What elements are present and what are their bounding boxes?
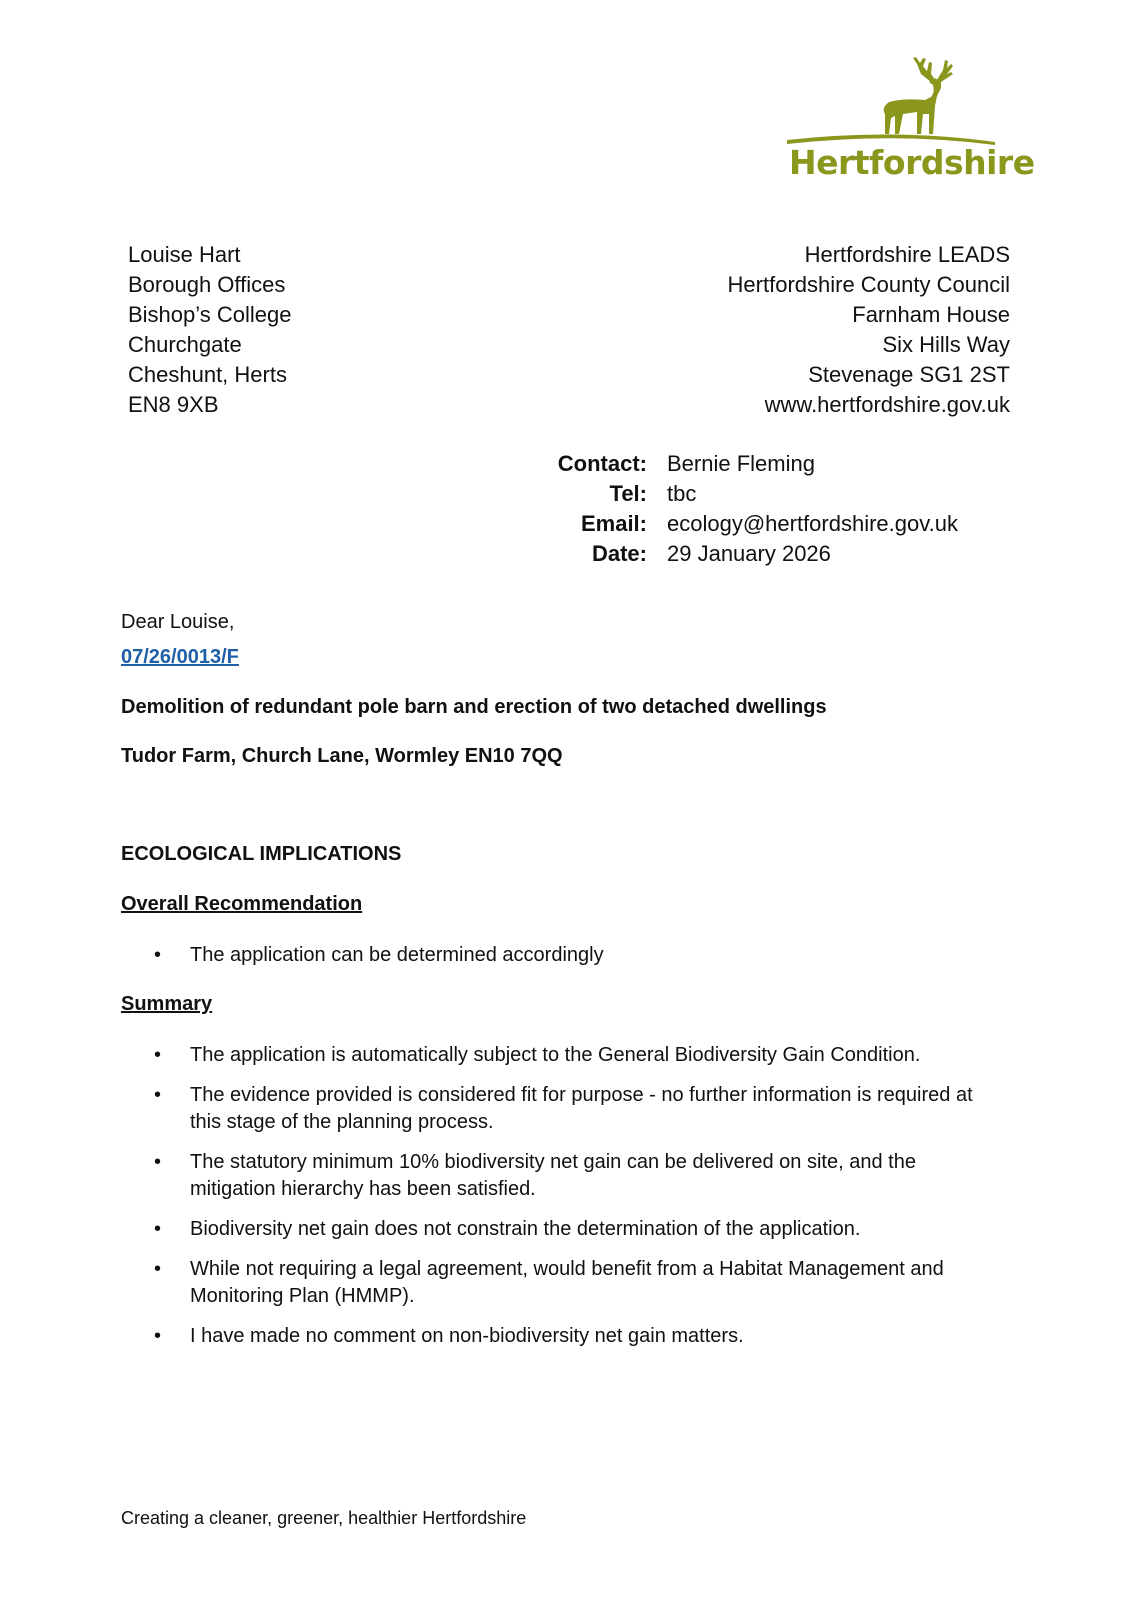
hertfordshire-logo (785, 52, 1035, 184)
list-item (121, 1256, 1001, 1310)
sender-line: Hertfordshire County Council (727, 272, 1010, 297)
bullet-icon: • (154, 1258, 162, 1280)
sender-website-link[interactable]: www.hertfordshire.gov.uk (764, 392, 1010, 417)
sender-line: Six Hills Way (882, 332, 1010, 357)
list-item (121, 942, 1001, 969)
stag-icon (785, 52, 1005, 152)
bullet-icon: • (154, 944, 162, 966)
list-item-text: The application can be determined accordingly (190, 944, 604, 966)
bullet-icon: • (154, 1151, 162, 1173)
contact-details (540, 449, 958, 569)
list-item (121, 1216, 1001, 1243)
tel-value: tbc (667, 481, 697, 506)
bullet-icon: • (154, 1044, 162, 1066)
logo-wordmark: Hertfordshire (789, 143, 1035, 182)
list-item-text: The statutory minimum 10% biodiversity net gain can be delivered on site, and the mitigation hierarchy has been satisfied. (190, 1151, 916, 1200)
recipient-address (128, 240, 291, 420)
sender-line: Stevenage SG1 2ST (808, 362, 1010, 387)
list-item-text: I have made no comment on non-biodiversity net gain matters. (190, 1325, 744, 1347)
contact-label: Contact: (557, 451, 647, 476)
recipient-line: EN8 9XB (128, 392, 219, 417)
email-link[interactable]: ecology@hertfordshire.gov.uk (667, 511, 958, 536)
contact-name: Bernie Fleming (667, 451, 815, 476)
recipient-line: Cheshunt, Herts (128, 362, 287, 387)
tel-row (540, 479, 958, 509)
sender-line: Hertfordshire LEADS (804, 242, 1010, 267)
recipient-line: Louise Hart (128, 242, 241, 267)
sender-address (728, 240, 1010, 420)
tel-label: Tel: (609, 481, 647, 506)
list-item-text: While not requiring a legal agreement, would benefit from a Habitat Management and Monitoring Plan (HMMP). (190, 1258, 944, 1307)
contact-row (540, 449, 958, 479)
section-title: ECOLOGICAL IMPLICATIONS (121, 843, 402, 865)
proposal-description: Demolition of redundant pole barn and erection of two detached dwellings (121, 696, 827, 718)
date-row (540, 539, 958, 569)
list-item (121, 1149, 1001, 1203)
summary-heading: Summary (121, 993, 213, 1015)
sender-line: Farnham House (852, 302, 1010, 327)
recommendation-list (121, 942, 1001, 969)
footer-tagline: Creating a cleaner, greener, healthier Hertfordshire (121, 1508, 527, 1528)
application-reference-link[interactable]: 07/26/0013/F (121, 646, 239, 668)
recipient-line: Bishop’s College (128, 302, 292, 327)
salutation: Dear Louise, (121, 611, 235, 633)
list-item (121, 1323, 1001, 1350)
list-item-text: The evidence provided is considered fit for purpose - no further information is required at this stage of the planning process. (190, 1084, 973, 1133)
date-value: 29 January 2026 (667, 541, 831, 566)
bullet-icon: • (154, 1325, 162, 1347)
recipient-line: Churchgate (128, 332, 242, 357)
email-row (540, 509, 958, 539)
email-label: Email: (580, 511, 647, 536)
site-address: Tudor Farm, Church Lane, Wormley EN10 7QQ (121, 745, 563, 767)
summary-list (121, 1042, 1001, 1350)
recipient-line: Borough Offices (128, 272, 286, 297)
list-item (121, 1042, 1001, 1069)
list-item (121, 1082, 1001, 1136)
bullet-icon: • (154, 1084, 162, 1106)
date-label: Date: (591, 541, 647, 566)
bullet-icon: • (154, 1218, 162, 1240)
recommendation-heading: Overall Recommendation (121, 893, 363, 915)
list-item-text: Biodiversity net gain does not constrain the determination of the application. (190, 1218, 861, 1240)
list-item-text: The application is automatically subject to the General Biodiversity Gain Condition. (190, 1044, 921, 1066)
